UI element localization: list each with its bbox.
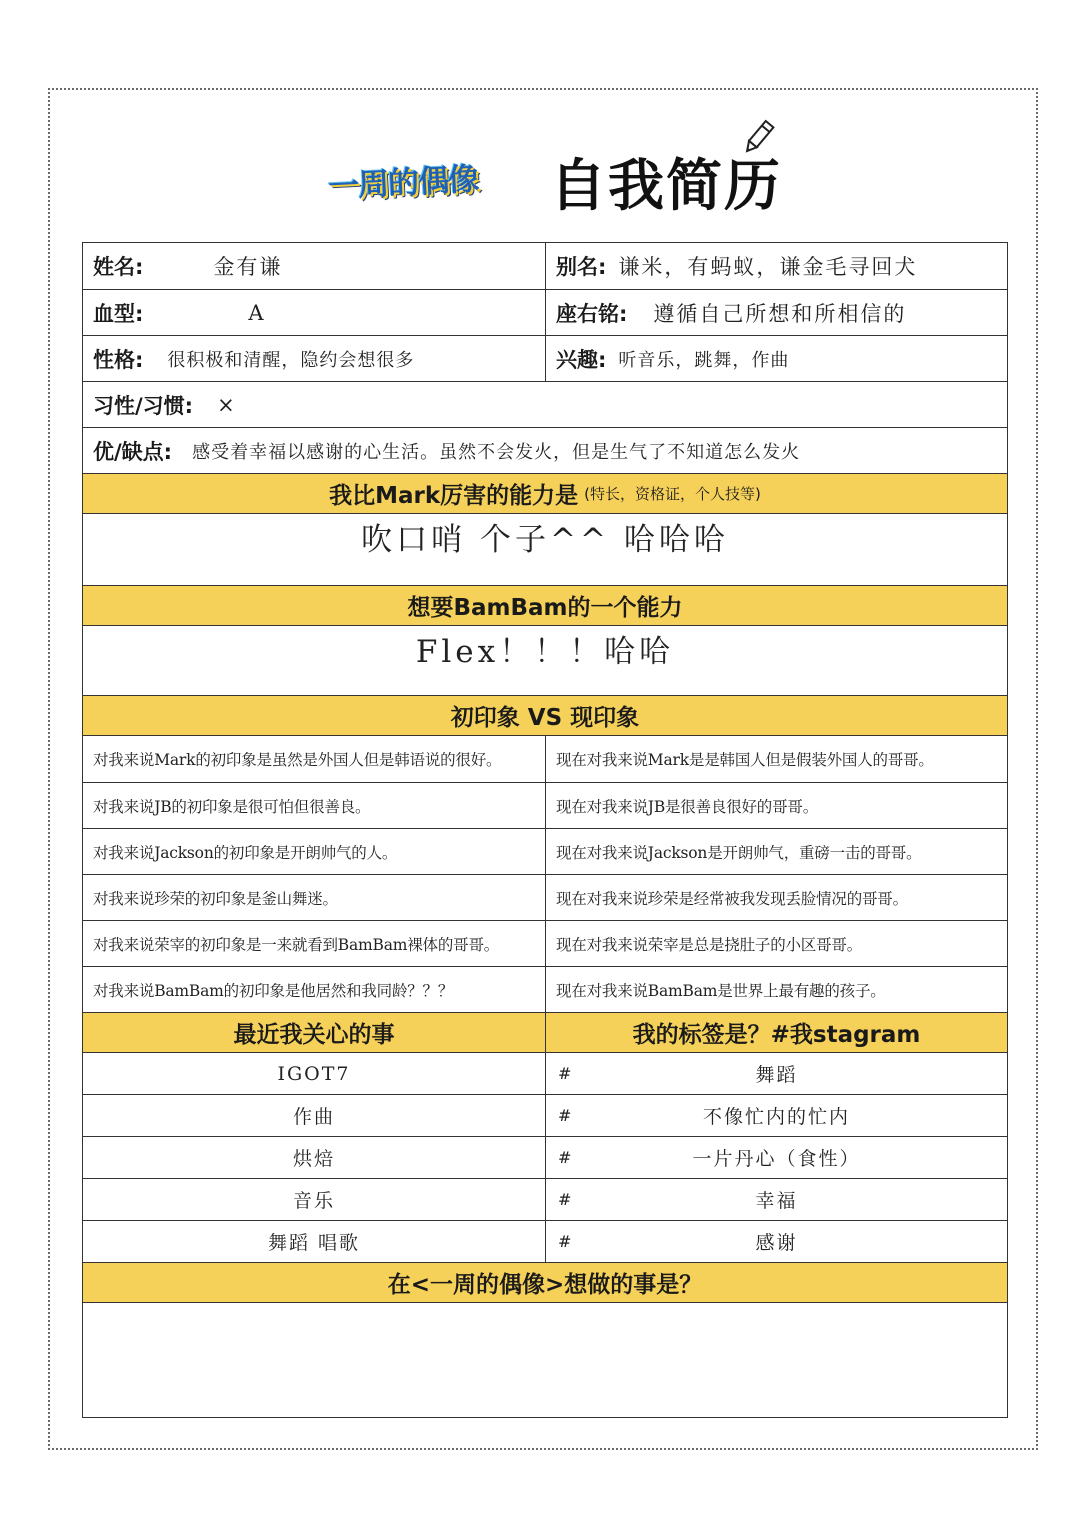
first-impression: 对我来说BamBam的初印象是他居然和我同龄？？？ <box>93 981 454 1000</box>
page-title: 自我简历 <box>550 154 782 219</box>
name-value: 金有谦 <box>213 255 283 279</box>
pencil-icon <box>738 118 778 158</box>
personality-value: 很积极和清醒，隐约会想很多 <box>167 349 415 371</box>
habit-cell <box>83 382 247 427</box>
tag-item: 不像忙内的忙内 <box>702 1106 850 1128</box>
tag-item: 感谢 <box>755 1232 798 1254</box>
hash-symbol: # <box>558 1148 574 1167</box>
want-answer: Flex！！！哈哈 <box>415 634 675 670</box>
impression-row <box>82 736 1008 783</box>
impression-row <box>82 829 1008 875</box>
motto-cell <box>545 290 1007 335</box>
wish-answer-area <box>82 1303 1008 1418</box>
row-personality-hobby <box>82 336 1008 382</box>
current-impression: 现在对我来说BamBam是世界上最有趣的孩子。 <box>545 967 1007 1012</box>
concern-row <box>82 1179 1008 1221</box>
row-name-alias <box>82 242 1008 290</box>
want-title: 想要BamBam的一个能力 <box>407 595 683 621</box>
tag-cell <box>545 1179 1007 1220</box>
tag-cell <box>545 1053 1007 1094</box>
current-impression: 现在对我来说JB是很善良很好的哥哥。 <box>545 783 1007 828</box>
current-impression: 现在对我来说Mark是是韩国人但是假装外国人的哥哥。 <box>545 736 1007 782</box>
tag-item: 舞蹈 <box>755 1064 798 1086</box>
hobby-value: 听音乐，跳舞，作曲 <box>618 349 790 371</box>
concerns-band <box>82 1013 1008 1053</box>
hash-symbol: # <box>558 1190 574 1209</box>
blood-value: A <box>248 300 266 325</box>
impression-row <box>82 967 1008 1013</box>
hash-symbol: # <box>558 1106 574 1125</box>
alias-value: 谦米，有蚂蚁，谦金毛寻回犬 <box>618 255 918 279</box>
motto-value: 遵循自己所想和所相信的 <box>653 301 907 326</box>
tag-cell <box>545 1095 1007 1136</box>
resume-table <box>82 242 1008 1418</box>
show-logo <box>327 151 529 207</box>
personality-label: 性格: <box>93 347 144 372</box>
row-blood-motto <box>82 290 1008 336</box>
wish-band <box>82 1263 1008 1303</box>
row-merit <box>82 428 1008 474</box>
current-impression: 现在对我来说Jackson是开朗帅气，重磅一击的哥哥。 <box>545 829 1007 874</box>
concern-row <box>82 1221 1008 1263</box>
ability-title: 我比Mark厉害的能力是 <box>329 483 579 509</box>
logo-text: 一周的偶像 <box>327 161 480 206</box>
alias-cell <box>545 243 1007 289</box>
first-impression: 对我来说Jackson的初印象是开朗帅气的人。 <box>93 843 398 862</box>
concern-item: 作曲 <box>292 1106 335 1128</box>
concern-item: 音乐 <box>292 1190 335 1212</box>
blood-cell <box>83 290 545 335</box>
impression-row <box>82 921 1008 967</box>
header <box>320 118 800 218</box>
concerns-title-cell <box>83 1013 545 1052</box>
first-impression: 对我来说荣宰的初印象是一来就看到BamBam裸体的哥哥。 <box>93 935 500 954</box>
hobby-label: 兴趣: <box>556 347 607 372</box>
tag-item: 一片丹心（食性） <box>692 1148 861 1170</box>
concern-row <box>82 1137 1008 1179</box>
habit-value: × <box>217 392 237 417</box>
wish-title: 在<一周的偶像>想做的事是？ <box>387 1272 703 1298</box>
name-label: 姓名: <box>93 255 144 279</box>
current-impression: 现在对我来说荣宰是总是挠肚子的小区哥哥。 <box>545 921 1007 966</box>
motto-label: 座右铭: <box>556 301 628 326</box>
first-impression: 对我来说珍荣的初印象是釜山舞迷。 <box>93 889 338 908</box>
ability-answer: 吹口哨 个子^^ 哈哈哈 <box>361 522 729 558</box>
tag-item: 幸福 <box>755 1190 798 1212</box>
current-impression: 现在对我来说珍荣是经常被我发现丢脸情况的哥哥。 <box>545 875 1007 920</box>
merit-value: 感受着幸福以感谢的心生活。虽然不会发火，但是生气了不知道怎么发火 <box>192 441 801 463</box>
blood-label: 血型: <box>93 301 144 326</box>
want-answer-row <box>82 626 1008 696</box>
concern-item: IGOT7 <box>277 1062 351 1085</box>
habit-label: 习性/习惯: <box>93 393 194 418</box>
hash-symbol: # <box>558 1064 574 1083</box>
row-habit <box>82 382 1008 428</box>
tag-cell <box>545 1137 1007 1178</box>
impression-row <box>82 783 1008 829</box>
hobby-cell <box>545 336 1007 381</box>
tags-title-cell <box>545 1013 1007 1052</box>
first-impression: 对我来说JB的初印象是很可怕但很善良。 <box>93 797 371 816</box>
tag-cell <box>545 1221 1007 1262</box>
name-cell <box>83 243 545 289</box>
concern-row <box>82 1053 1008 1095</box>
want-band <box>82 586 1008 626</box>
concern-item: 舞蹈 唱歌 <box>267 1232 361 1254</box>
concern-row <box>82 1095 1008 1137</box>
impression-row <box>82 875 1008 921</box>
tags-title: 我的标签是？#我stagram <box>632 1022 921 1048</box>
merit-label: 优/缺点: <box>93 439 173 464</box>
concerns-title: 最近我关心的事 <box>233 1022 395 1048</box>
merit-cell <box>83 428 810 473</box>
alias-label: 别名: <box>556 255 607 279</box>
impressions-band <box>82 696 1008 736</box>
personality-cell <box>83 336 545 381</box>
ability-band <box>82 474 1008 514</box>
ability-answer-row <box>82 514 1008 586</box>
impressions-title: 初印象 VS 现印象 <box>450 705 640 731</box>
first-impression: 对我来说Mark的初印象是虽然是外国人但是韩语说的很好。 <box>93 751 502 769</box>
ability-subtitle: (特长，资格证，个人技等) <box>584 485 761 503</box>
hash-symbol: # <box>558 1232 574 1251</box>
concern-item: 烘焙 <box>292 1148 335 1170</box>
